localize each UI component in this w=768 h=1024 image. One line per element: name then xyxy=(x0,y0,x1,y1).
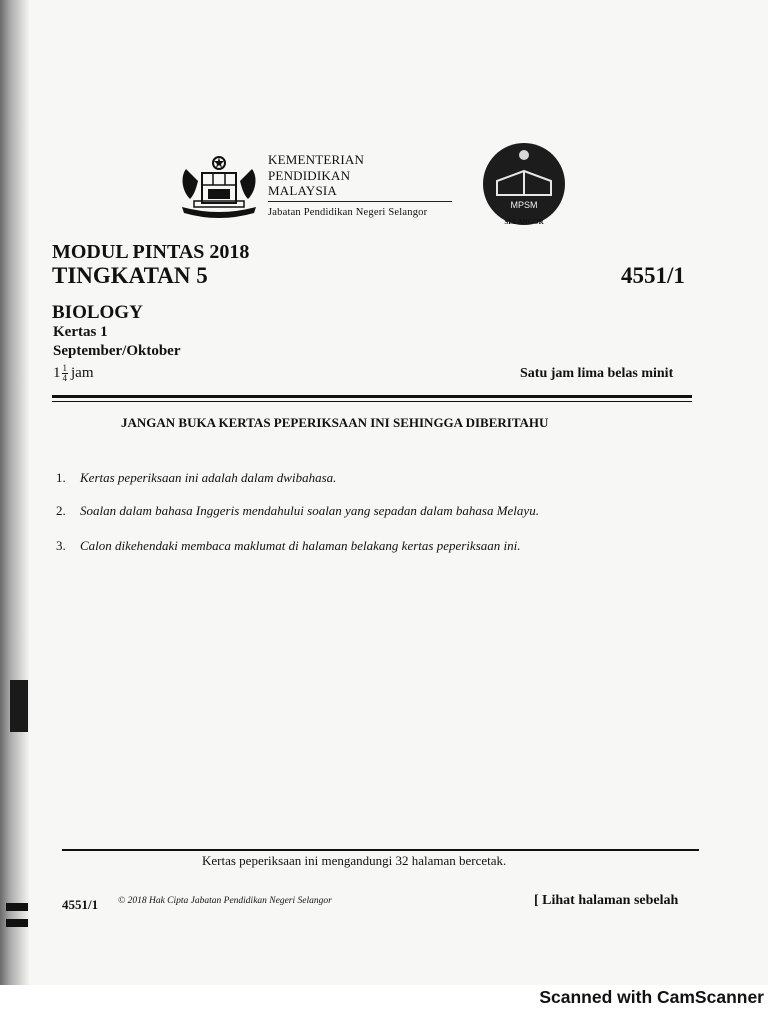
duration-unit: jam xyxy=(71,364,94,381)
page-count-note: Kertas peperiksaan ini mengandungi 32 halaman bercetak. xyxy=(202,853,507,868)
edge-mark xyxy=(10,680,28,732)
ministry-line: KEMENTERIAN xyxy=(268,152,365,167)
instruction-text: Kertas peperiksaan ini adalah dalam dwibahasa. xyxy=(80,470,337,485)
subject-title: BIOLOGY xyxy=(52,302,143,323)
page-shadow-edge xyxy=(0,0,30,985)
department-name: Jabatan Pendidikan Negeri Selangor xyxy=(268,206,428,218)
duration-whole: 1 xyxy=(53,364,61,381)
fraction-numerator: 1 xyxy=(62,363,67,373)
instruction-text: Soalan dalam bahasa Inggeris mendahului soalan yang sepadan dalam bahasa Melayu. xyxy=(80,503,539,518)
scanner-banner-text: Scanned with CamScanner xyxy=(539,987,764,1007)
ministry-line: MALAYSIA xyxy=(268,183,338,198)
session: September/Oktober xyxy=(53,343,181,359)
footer-code: 4551/1 xyxy=(62,897,99,912)
paper-number: Kertas 1 xyxy=(53,324,108,340)
seal-caption: SELANGOR xyxy=(504,218,544,226)
paper-code: 4551/1 xyxy=(621,263,685,288)
fraction-denominator: 4 xyxy=(62,373,67,383)
copyright-note: © 2018 Hak Cipta Jabatan Pendidikan Negeri Selangor xyxy=(118,896,332,906)
ministry-header xyxy=(268,152,458,220)
instruction-item xyxy=(56,470,336,486)
edge-mark xyxy=(6,903,28,911)
next-page-note: [ Lihat halaman sebelah xyxy=(534,893,679,908)
instruction-text: Calon dikehendaki membaca maklumat di halaman belakang kertas peperiksaan ini. xyxy=(80,538,521,553)
form-title: TINGKATAN 5 xyxy=(52,263,208,288)
instruction-number: 2. xyxy=(56,503,66,518)
header-divider xyxy=(268,201,452,202)
mpsm-seal-icon xyxy=(481,141,567,227)
instruction-number: 3. xyxy=(56,538,66,553)
footer-rule xyxy=(62,849,699,851)
duration-words: Satu jam lima belas minit xyxy=(520,366,674,381)
title-rule-thin xyxy=(52,401,692,402)
title-rule-thick xyxy=(52,395,692,398)
warning-notice: JANGAN BUKA KERTAS PEPERIKSAAN INI SEHINGGA DIBERITAHU xyxy=(121,415,549,430)
coat-of-arms-icon xyxy=(176,155,262,221)
seal-text: MPSM xyxy=(510,200,538,210)
duration xyxy=(53,364,94,383)
instruction-item xyxy=(56,503,539,519)
ministry-line: PENDIDIKAN xyxy=(268,167,351,183)
instruction-item xyxy=(56,538,520,554)
duration-fraction xyxy=(62,364,69,383)
module-title: MODUL PINTAS 2018 xyxy=(52,241,250,263)
edge-mark xyxy=(6,919,28,927)
instruction-number: 1. xyxy=(56,470,66,485)
